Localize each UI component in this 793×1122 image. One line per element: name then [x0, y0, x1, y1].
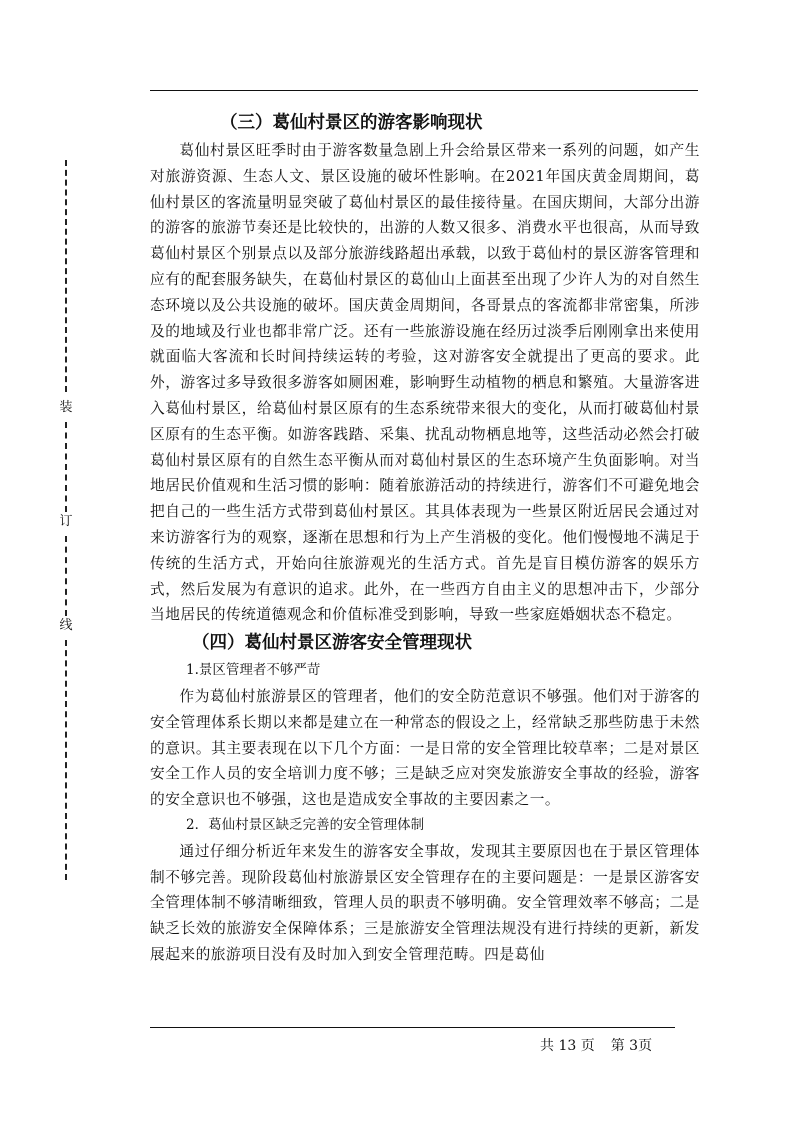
section-heading-3: （三）葛仙村景区的游客影响现状 — [220, 113, 483, 133]
binding-dash — [65, 536, 67, 616]
binding-char-zhuang: 装 — [59, 400, 73, 415]
binding-line — [61, 160, 71, 880]
paragraph-managers: 作为葛仙村旅游景区的管理者，他们的安全防范意识不够强。他们对于游客的安全管理体系长期以来都是建立在一种常态的假设之上，经常缺乏那些防患于未然的意识。其主要表现在以下几个方面：一是日常的安全管理比较草率；二是对景区安全工作人员的安全培训力度不够；三是缺乏应对突发旅游安全事故的经验，游客的安全意识也不够强，这也是造成安全事故的主要因素之一。 — [150, 687, 700, 809]
paragraph-management-system: 通过仔细分析近年来发生的游客安全事故，发现其主要原因也在于景区管理体制不够完善。现阶段葛仙村旅游景区安全管理存在的主要问题是：一是景区游客安全管理体制不够清晰细致，管理人员的职责不够明确。安全管理效率不够高；二是缺乏长效的旅游安全保障体系；三是旅游安全管理法规没有进行持续的更新，新发展起来的旅游项目没有及时加入到安全管理范畴。四是葛仙 — [150, 842, 700, 963]
page-footer — [540, 1035, 668, 1055]
paragraph-visitor-impact: 葛仙村景区旺季时由于游客数量急剧上升会给景区带来一系列的问题，如产生对旅游资源、生态人文、景区设施的破坏性影响。在2021年国庆黄金周期间，葛仙村景区的客流量明显突破了葛仙村景区的最佳接待量。在国庆期间，大部分出游的游客的旅游节奏还是比较快的，出游的人数又很多、消费水平也很高，从而导致葛仙村景区个别景点以及部分旅游线路超出承载，以致于葛仙村的景区游客管理和应有的配套服务缺失，在葛仙村景区的葛仙山上面甚至出现了少许人为的对自然生态环境以及公共设施的破坏。国庆黄金周期间，各哥景点的客流都非常密集，所涉及的地域及行业也都非常广泛。还有一些旅游设施在经历过淡季后刚刚拿出来使用就面临大客流和长时间持续运转的考验，这对游客安全就提出了更高的要求。此外，游客过多导致很多游客如厕困难，影响野生动植物的栖息和繁殖。大量游客进入葛仙村景区，给葛仙村景区原有的生态系统带来很大的变化，从而打破葛仙村景区原有的生态平衡。如游客践踏、采集、扰乱动物栖息地等，这些活动必然会打破葛仙村景区原有的自然生态平衡从而对葛仙村景区的生态环境产生负面影响。对当地居民价值观和生活习惯的影响：随着旅游活动的持续进行，游客们不可避免地会把自己的一些生活方式带到葛仙村景区。其具体表现为一些景区附近居民会通过对来访游客行为的观察，逐渐在思想和行为上产生消极的变化。他们慢慢地不满足于传统的生活方式，开始向往旅游观光的生活方式。首先是盲目模仿游客的娱乐方式，然后发展为有意识的追求。此外，在一些西方自由主义的思想冲击下，少部分当地居民的传统道德观念和价值标准受到影响，导致一些家庭婚姻状态不稳定。 — [150, 142, 700, 624]
binding-dash — [65, 160, 67, 392]
section-heading-4: （四）葛仙村景区游客安全管理现状 — [192, 633, 472, 654]
binding-dash — [65, 640, 67, 880]
page-body — [150, 108, 700, 968]
subheading-2: 2．葛仙村景区缺乏完善的安全管理体制 — [186, 816, 425, 833]
footer-rule — [150, 1027, 675, 1028]
binding-char-ding: 订 — [59, 514, 73, 529]
header-rule — [150, 90, 698, 91]
total-pages: 共 13 页 — [540, 1038, 595, 1054]
binding-char-xian: 线 — [59, 618, 73, 633]
current-page: 第 3页 — [610, 1038, 653, 1054]
subheading-1: 1.景区管理者不够严苛 — [186, 662, 321, 679]
binding-dash — [65, 422, 67, 512]
